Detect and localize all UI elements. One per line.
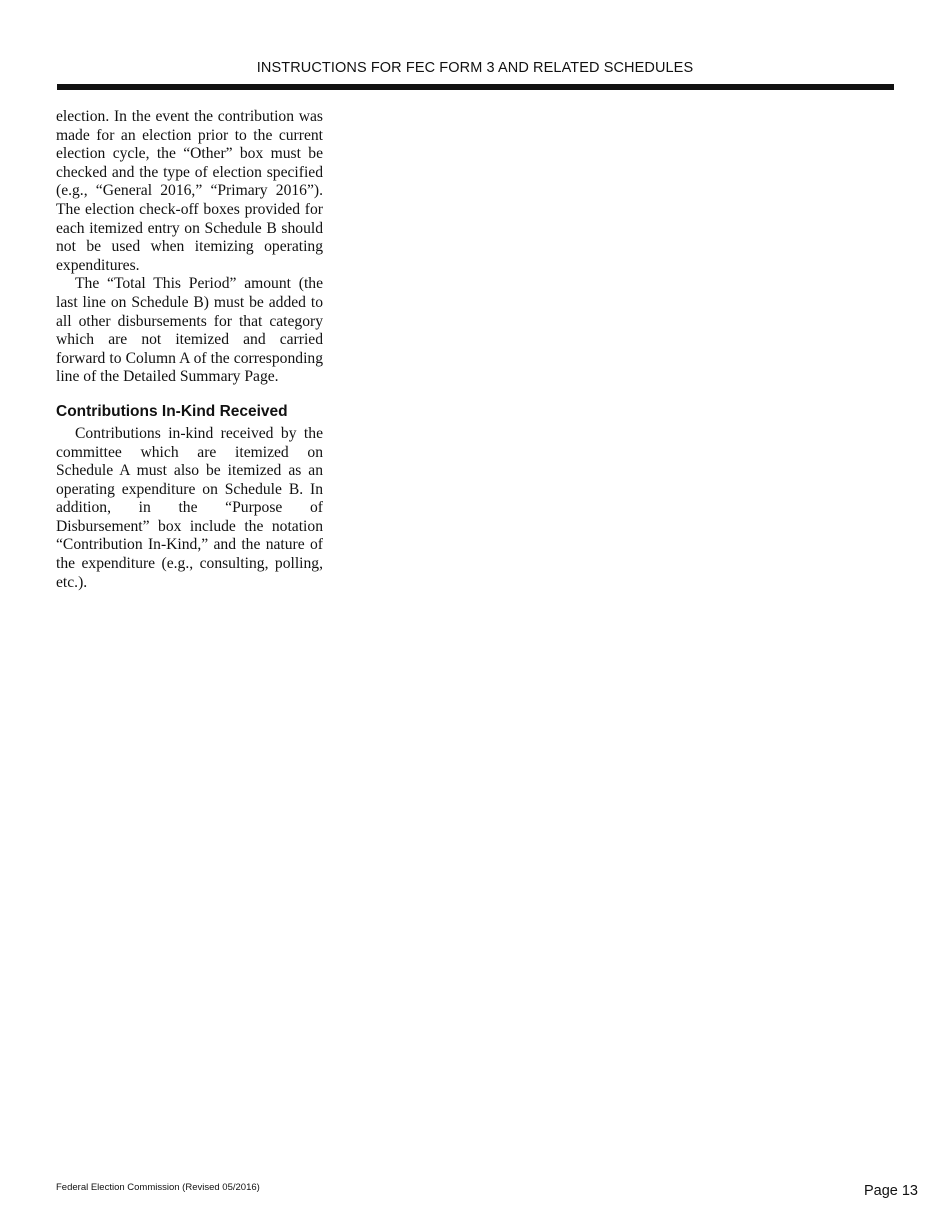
footer-publisher: Federal Election Commission (Revised 05/2016): [56, 1182, 260, 1193]
page-number: Page 13: [863, 1183, 918, 1199]
body-paragraph: The “Total This Period” amount (the last line on Schedule B) must be added to all other disbursements for that category which are not itemized and carried forward to Column A of the corresponding line of the Detailed Summary Page.: [56, 275, 323, 386]
text-column: [56, 108, 323, 592]
body-paragraph: Contributions in-kind received by the committee which are itemized on Schedule A must also be itemized as an operating expenditure on Schedule B. In addition, in the “Purpose of Disbursement” box include the notation “Contribution In-Kind,” and the nature of the expenditure (e.g., consulting, polling, etc.).: [56, 424, 323, 591]
body-paragraph: election. In the event the contribution was made for an election prior to the current election cycle, the “Other” box must be checked and the type of election specified (e.g., “General 2016,” “Primary 2016”). The election check-off boxes provided for each itemized entry on Schedule B should not be used when itemizing operating expenditures.: [56, 108, 323, 274]
section-heading: Contributions In-Kind Received: [56, 402, 288, 420]
header-divider: [57, 84, 894, 90]
page-header-title: INSTRUCTIONS FOR FEC FORM 3 AND RELATED SCHEDULES: [256, 60, 694, 76]
